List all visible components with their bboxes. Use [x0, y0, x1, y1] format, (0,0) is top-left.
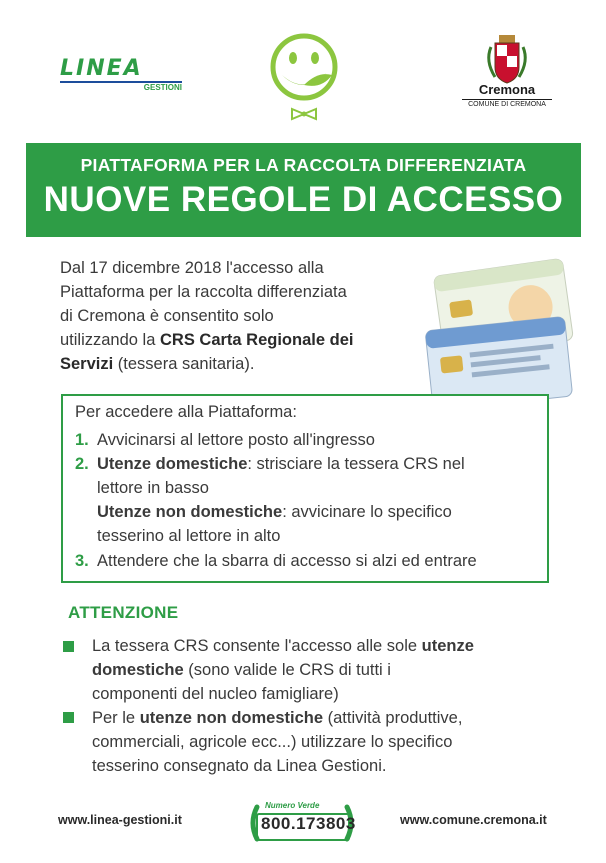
intro-line: Piattaforma per la raccolta differenziata	[60, 283, 347, 301]
banner-title: NUOVE REGOLE DI ACCESSO	[43, 180, 564, 219]
bullet-bold: domestiche	[92, 661, 184, 679]
access-intro: Per accedere alla Piattaforma:	[75, 403, 297, 421]
step-text: Avvicinarsi al lettore posto all'ingresso	[97, 431, 375, 449]
bullet-text: (attività produttive,	[323, 709, 463, 727]
banner-subtitle: PIATTAFORMA PER LA RACCOLTA DIFFERENZIATA	[80, 155, 527, 175]
step-2-line2: lettore in basso	[97, 479, 209, 497]
linea-logo-main: LINEA	[60, 56, 143, 81]
bullet-text: La tessera CRS consente l'accesso alle sole	[92, 637, 422, 655]
comune-cremona-url[interactable]: www.comune.cremona.it	[400, 813, 547, 827]
title-banner	[26, 143, 581, 237]
step-text: : avvicinare lo specifico	[282, 503, 452, 521]
bullet-bold: utenze	[421, 637, 474, 655]
step-number: 3.	[75, 552, 89, 570]
numero-verde-number[interactable]: 800.173803	[261, 814, 356, 833]
bullet-text: Per le	[92, 709, 140, 727]
intro-line: di Cremona è consentito solo	[60, 307, 274, 325]
step-2	[75, 452, 465, 476]
attention-bullet-1-line2	[92, 658, 572, 682]
numero-verde-badge	[247, 801, 357, 843]
cremona-logo-name: Cremona	[478, 82, 536, 97]
smiley-leaf-icon	[266, 33, 342, 129]
bullet-square-icon	[63, 641, 74, 652]
intro-text: utilizzando la	[60, 331, 160, 349]
linea-logo-sub: GESTIONI	[60, 81, 182, 93]
access-instructions-box	[61, 394, 549, 583]
intro-bold: Servizi	[60, 355, 114, 373]
linea-gestioni-url[interactable]: www.linea-gestioni.it	[58, 813, 182, 827]
step-3	[75, 549, 477, 573]
numero-verde-label: Numero Verde	[265, 801, 320, 810]
attention-bullet-1-line3: componenti del nucleo famigliare)	[92, 685, 339, 703]
bullet-square-icon	[63, 712, 74, 723]
linea-gestioni-logo	[60, 58, 182, 94]
crs-card-icon	[418, 245, 588, 410]
intro-bold: CRS Carta Regionale dei	[159, 331, 354, 349]
attention-bullet-2-line3: tesserino consegnato da Linea Gestioni.	[92, 757, 387, 775]
step-bold: Utenze non domestiche	[97, 503, 283, 521]
attention-bullet-1-line1	[92, 634, 572, 658]
step-text: Attendere che la sbarra di accesso si alzi ed entrare	[97, 552, 477, 570]
step-1	[75, 428, 375, 452]
step-text: : strisciare la tessera CRS nel	[247, 455, 465, 473]
attention-bullet-2-line1	[92, 706, 572, 730]
attention-title: ATTENZIONE	[68, 603, 179, 622]
bullet-bold: utenze non domestiche	[139, 709, 324, 727]
intro-line	[60, 352, 420, 376]
step-number: 1.	[75, 431, 89, 449]
step-2b-line2: tesserino al lettore in alto	[97, 527, 281, 545]
attention-bullet-2-line2: commerciali, agricole ecc...) utilizzare lo specifico	[92, 733, 453, 751]
intro-text: (tessera sanitaria).	[113, 355, 255, 373]
step-number: 2.	[75, 455, 89, 473]
cremona-logo-sub: COMUNE DI CREMONA	[462, 99, 552, 108]
bullet-text: (sono valide le CRS di tutti i	[183, 661, 391, 679]
step-2b	[97, 500, 452, 524]
intro-line: Dal 17 dicembre 2018 l'accesso alla	[60, 259, 324, 277]
intro-paragraph	[60, 256, 420, 376]
intro-line	[60, 328, 420, 352]
step-bold: Utenze domestiche	[97, 455, 248, 473]
